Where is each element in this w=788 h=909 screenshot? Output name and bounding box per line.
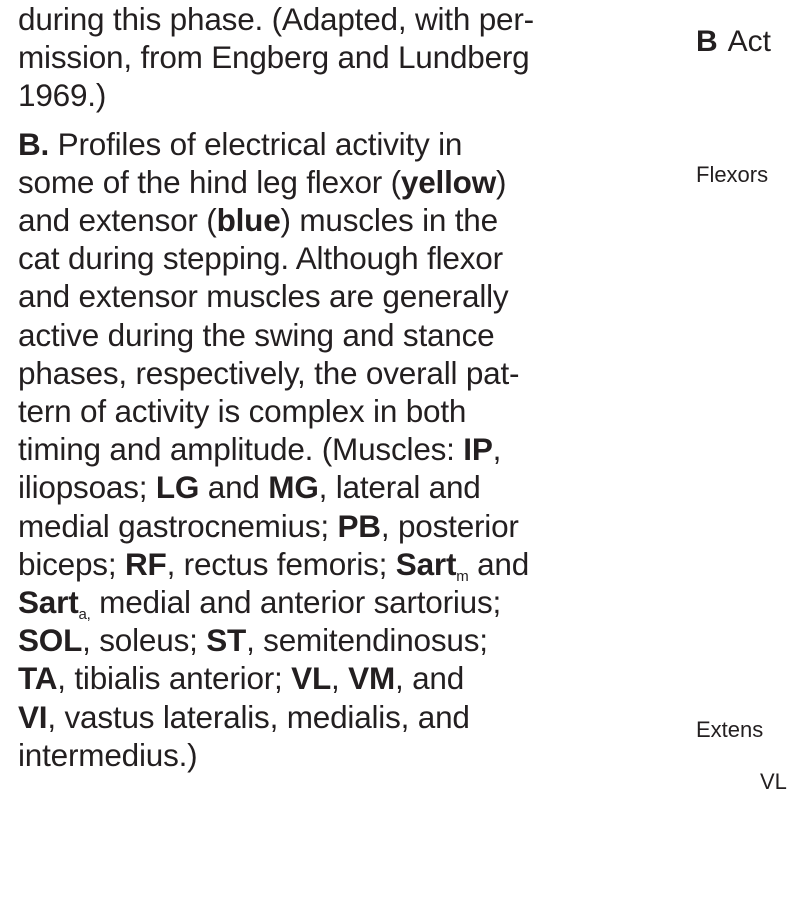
caption-text: , posterior biceps;	[18, 507, 519, 582]
caption-line: during this phase. (Adapted, with per-	[18, 1, 534, 37]
caption-text: and	[468, 545, 530, 582]
muscle-abbrev-vl: VL	[291, 660, 332, 697]
caption-text: Profiles of electrical activity in some of the hind leg flexor (	[18, 125, 463, 200]
subscript-a: a,	[78, 606, 91, 624]
panel-label: B.	[18, 125, 50, 162]
caption-line: 1969.)	[18, 77, 107, 114]
subscript-m: m	[456, 567, 469, 585]
muscle-abbrev-lg: LG	[155, 469, 200, 506]
muscle-abbrev-mg: MG	[268, 469, 319, 506]
caption-text: , lateral and medial gastrocnemius;	[18, 469, 481, 544]
muscle-abbrev-sart-a: Sart$_{a,}$	[18, 584, 91, 624]
caption-text: ,	[331, 660, 349, 697]
muscle-abbrev-pb: PB	[337, 507, 381, 544]
caption-text: ) and extensor (	[18, 163, 507, 239]
caption-paragraph-a	[18, 0, 618, 115]
figure-panel-letter: B	[696, 25, 718, 58]
caption-text: , vastus lateralis, medialis, and intermedius.)	[18, 698, 470, 773]
color-term-blue: blue	[216, 202, 281, 239]
caption-text: medial and anterior sartorius;	[90, 584, 502, 621]
flexors-group-label: Flexors	[696, 162, 769, 187]
muscle-abbrev-vm: VM	[348, 660, 395, 697]
muscle-abbrev-sol: SOL	[18, 622, 83, 659]
caption-line: mission, from Engberg and Lundberg	[18, 39, 530, 76]
muscle-abbrev-ip: IP	[463, 431, 493, 468]
muscle-abbrev-st: ST	[206, 622, 247, 659]
vl-trace-label: VL	[760, 769, 787, 794]
caption-text: , and	[395, 660, 465, 697]
color-term-yellow: yellow	[400, 163, 496, 200]
muscle-abbrev-sart-m: Sart$_m$	[395, 545, 469, 585]
caption-text: , rectus femoris;	[166, 545, 396, 582]
caption-text: and	[199, 469, 269, 506]
caption-paragraph-b	[18, 125, 618, 774]
figure-panel-title-text: Act	[727, 25, 772, 58]
muscle-abbrev-rf: RF	[124, 545, 167, 582]
figure-caption	[18, 0, 618, 774]
muscle-abbrev-vi: VI	[18, 698, 48, 735]
figure-panel-b-title	[696, 25, 771, 59]
muscle-abbrev-ta: TA	[18, 660, 58, 697]
caption-text: , soleus;	[82, 622, 207, 659]
caption-text: , iliopsoas;	[18, 431, 502, 506]
extensors-group-label: Extens	[696, 717, 764, 742]
caption-text: , tibialis anterior;	[57, 660, 292, 697]
caption-text: ) muscles in the cat during stepping. Although flexor and extensor muscles are generally active during the swing and stance phases, respectively, the overall pat- tern of activity is complex in both timing and amplitude. (Muscles:	[18, 202, 520, 468]
caption-text: , semitendinosus;	[246, 622, 488, 659]
